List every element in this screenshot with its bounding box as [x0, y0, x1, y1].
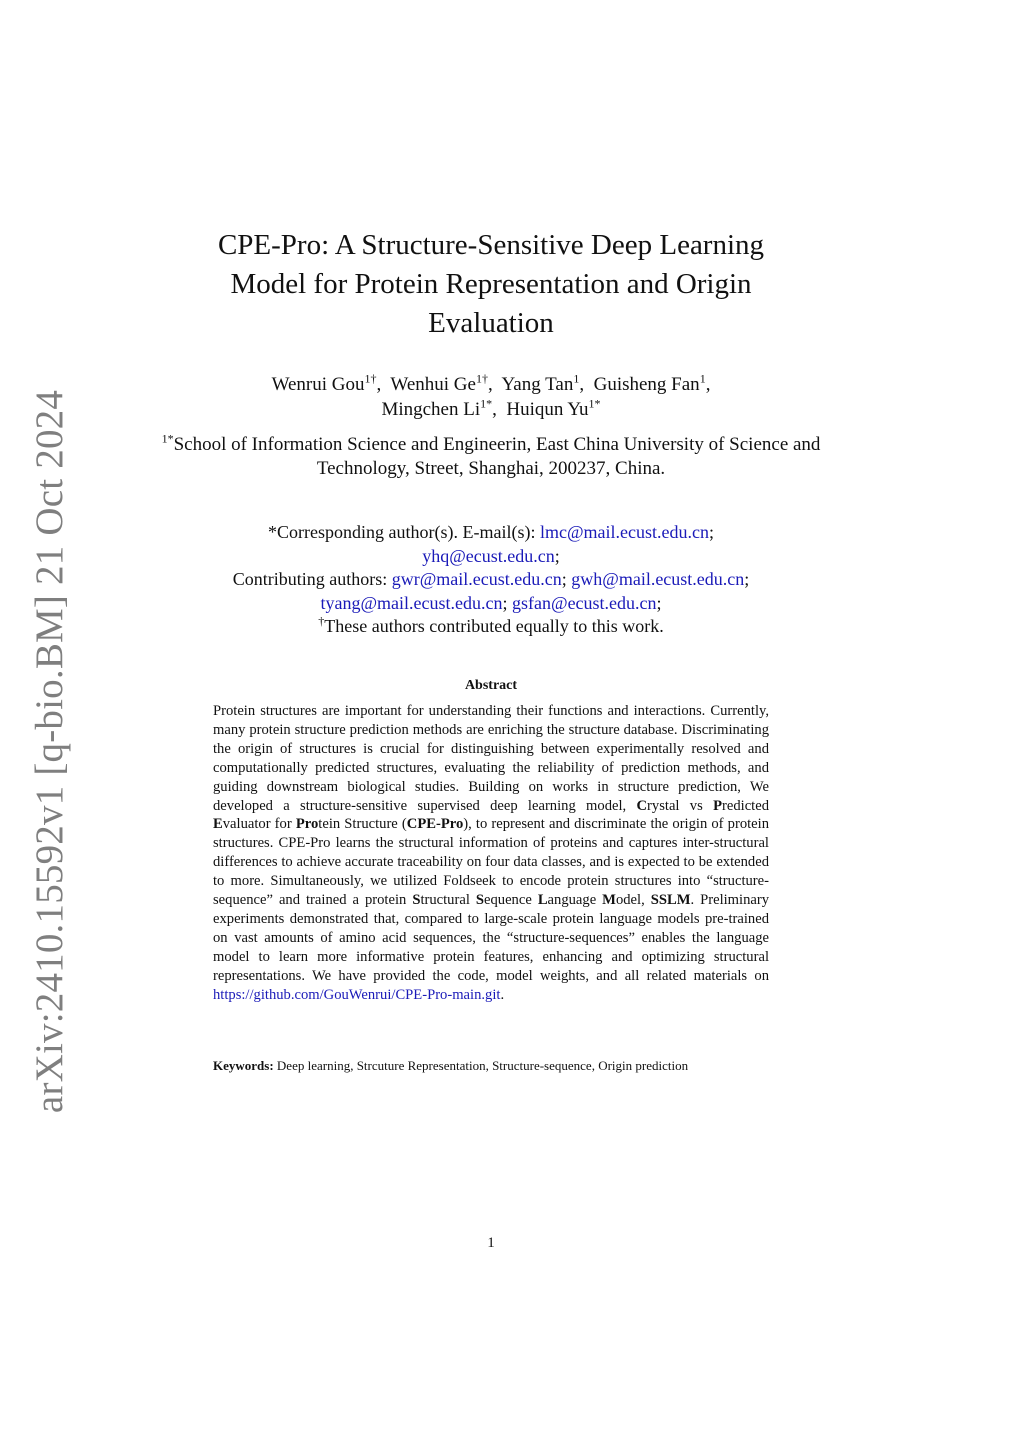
- author-affiliation-mark: 1*: [588, 396, 601, 411]
- email-link[interactable]: gwr@mail.ecust.edu.cn: [391, 569, 562, 589]
- author-name: Huiqun Yu: [506, 399, 589, 420]
- equal-contribution-note: These authors contributed equally to this work.: [324, 616, 664, 636]
- contributing-label: Contributing authors:: [232, 569, 388, 589]
- contact-block: *Corresponding author(s). E-mail(s): lmc@mail.ecust.edu.cn; yhq@ecust.edu.cn; Contributing authors: gwr@mail.ecust.edu.cn; gwh@mail.ecust.edu.cn; tyang@mail.ecust.edu.cn; gsfan@ecust.edu.cn; †These authors contributed equally to this work.: [232, 522, 750, 636]
- abstract-text: equence: [484, 892, 532, 909]
- keywords-label: Keywords:: [213, 1058, 274, 1073]
- github-link[interactable]: https://github.com/GouWenrui/CPE-Pro-main.git: [213, 986, 501, 1003]
- author-list: Wenrui Gou$^{1\dagger}$, Wenhui $Ge^{1\dagger}$, Yang Tan$^1$, Guisheng Fan$^1$, Mingchen $Li^{1*}$, Huiqun $Yu^{1*}$: [271, 371, 711, 420]
- paper-title: CPE-Pro: A Structure-Sensitive Deep Learning Model for Protein Representation and Origin Evaluation: [217, 229, 765, 339]
- abstract-text: tructural: [420, 892, 470, 909]
- abstract-bold: P: [713, 797, 722, 814]
- email-link[interactable]: yhq@ecust.edu.cn: [422, 545, 555, 566]
- email-link[interactable]: gwh@mail.ecust.edu.cn: [571, 569, 745, 589]
- author-affiliation-mark: 1*: [480, 396, 493, 411]
- abstract-bold: M: [602, 892, 616, 909]
- author-affiliation-mark: 1†: [364, 371, 377, 386]
- keywords-text: Deep learning, Strcuture Representation, Structure-sequence, Origin prediction: [276, 1058, 689, 1073]
- abstract-text: tein Structure (: [318, 816, 407, 833]
- email-link[interactable]: tyang@mail.ecust.edu.cn: [320, 592, 503, 613]
- abstract-bold: CPE-Pro: [406, 816, 464, 833]
- arxiv-identifier: [28, 389, 72, 1113]
- abstract-bold: SSLM: [650, 892, 691, 909]
- abstract-text: valuator for: [222, 816, 292, 833]
- author-name: Wenhui Ge: [390, 374, 476, 395]
- abstract-text: . Preliminary experiments demonstrated that, compared to large-scale protein language models pre-trained on vast amounts of amino acid sequences, the “structure-sequences” enables the language model to learn more informative protein features, enhancing and optimizing structural representations. We have provided the code, model weights, and all related materials on: [213, 892, 770, 984]
- abstract-bold: S: [412, 892, 421, 909]
- author-name: Yang Tan: [501, 374, 574, 395]
- abstract-heading: Abstract: [464, 678, 518, 693]
- author-name: Mingchen Li: [381, 399, 481, 420]
- arxiv-identifier-text: arXiv:2410.15592v1 [q-bio.BM] 21 Oct 2024: [28, 389, 72, 1113]
- author-affiliation-mark: 1: [699, 371, 706, 386]
- equal-contribution-mark: †: [318, 614, 325, 628]
- abstract-bold: Pro: [295, 816, 319, 833]
- affiliation-mark: 1*: [161, 431, 174, 446]
- affiliation-text: School of Information Science and Engineerin, East China University of Science and Technology, Street, Shanghai, 200237, China.: [173, 434, 821, 479]
- abstract-text: redicted: [722, 797, 769, 814]
- abstract-text: rystal vs: [647, 797, 703, 814]
- author-affiliation-mark: 1†: [475, 371, 488, 386]
- abstract-bold: E: [213, 816, 223, 833]
- page-number: 1: [487, 1235, 495, 1251]
- affiliation: [160, 433, 822, 481]
- abstract-text: anguage: [547, 892, 597, 909]
- abstract-bold: L: [537, 892, 548, 909]
- corresponding-label: *Corresponding author(s). E-mail(s):: [268, 522, 536, 542]
- abstract-text: .: [500, 986, 505, 1003]
- author-affiliation-mark: 1: [573, 371, 580, 386]
- abstract-text: ), to represent and discriminate the origin of protein structures. CPE-Pro learns the structural information of proteins and captures inter-structural differences to achieve accurate traceability on four data classes, and is expected to be extended to more. Simultaneously, we utilized Foldseek to encode protein structures into “structure-sequence” and trained a protein: [213, 816, 770, 909]
- email-link[interactable]: lmc@mail.ecust.edu.cn: [539, 522, 709, 542]
- abstract-body: [213, 702, 769, 1005]
- abstract-bold: S: [475, 892, 484, 909]
- abstract-text: odel,: [615, 892, 645, 909]
- abstract-bold: C: [636, 797, 648, 814]
- author-name: Wenrui Gou: [271, 374, 365, 395]
- email-link[interactable]: gsfan@ecust.edu.cn: [512, 592, 657, 613]
- author-name: Guisheng Fan: [593, 374, 700, 395]
- keywords: [213, 1058, 743, 1075]
- abstract-text: Protein structures are important for understanding their functions and interactions. Currently, many protein structure prediction methods are enriching the structure database. Discriminating the origin of structures is crucial for distinguishing between experimentally resolved and computationally predicted structures, evaluating the reliability of prediction methods, and guiding downstream biological studies. Building on works in structure prediction, We developed a structure-sensitive supervised deep learning model,: [213, 703, 769, 814]
